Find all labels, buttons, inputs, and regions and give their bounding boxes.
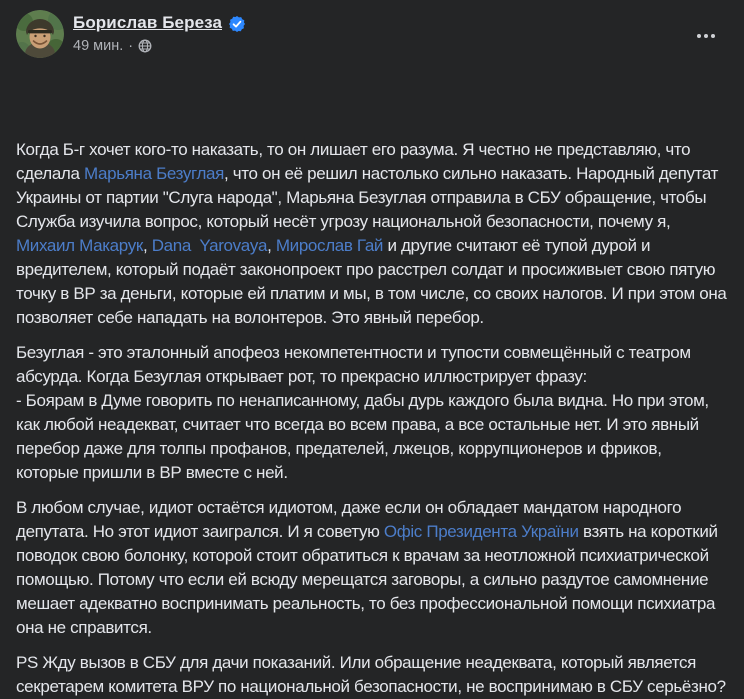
- post-menu-button[interactable]: [690, 24, 722, 48]
- post-paragraph: [16, 138, 731, 330]
- post-text: PS Жду вызов в СБУ для дачи показаний. Или обращение неадеквата, который является секретарем комитета ВРУ по национальной безопасности, не воспринимаю в СБУ серьёзно?: [16, 653, 726, 696]
- verified-badge-icon: [229, 16, 245, 32]
- entity-link[interactable]: Офіс Президента України: [383, 522, 579, 541]
- post-text: Когда Б-г хочет кого-то наказать, то он лишает его разума. Я честно не представляю, что сделала: [16, 140, 695, 183]
- globe-icon: [138, 39, 152, 53]
- post-paragraph: [16, 496, 728, 640]
- post-paragraph: [16, 651, 728, 699]
- post-text: ,: [267, 236, 276, 255]
- entity-link[interactable]: Мирослав Гай: [275, 236, 384, 255]
- entity-link[interactable]: Марьяна Безуглая: [83, 164, 225, 183]
- post-text: В любом случае, идиот остаётся идиотом, даже если он обладает мандатом народного депутата. Но этот идиот заигрался. И я советую: [16, 498, 686, 541]
- post-meta: [73, 38, 245, 54]
- author-name[interactable]: Борислав Береза: [73, 13, 223, 32]
- avatar[interactable]: [16, 10, 64, 58]
- post-paragraph: [16, 341, 728, 485]
- post-text: взять на короткий поводок свою болонку, которой стоит обратиться к врачам за неотложной психиатрической помощью. Потому что если ей всюду мерещатся заговоры, а сильно раздутое самомнение мешает адекватно воспринимать реальность, то без профессиональной помощи психиатра она не справится.: [16, 522, 723, 637]
- timestamp[interactable]: 49 мин.: [73, 38, 124, 54]
- entity-link[interactable]: Dana Yarovaya: [151, 236, 268, 255]
- post-header: [16, 10, 728, 58]
- post-text: ,: [142, 236, 152, 255]
- post-content: [16, 66, 731, 699]
- post-text: - Боярам в Думе говорить по ненаписанному, дабы дурь каждого была видна. Но при этом, как любой неадекват, считает что всегда во всем права, а все остальные нет. И это явный перебор даже для толпы профанов, предателей, лжецов, коррупционеров и фриков, которые пришли в ВР вместе с ней.: [16, 391, 714, 482]
- post-text: , что он её решил настолько сильно наказать. Народный депутат Украины от партии "Слуга народа", Марьяна Безуглая отправила в СБУ обращение, чтобы Служба изучила вопрос, который несёт угрозу национальной безопасности, почему я,: [16, 164, 723, 231]
- post-header-info: [73, 10, 245, 54]
- post-text: Безуглая - это эталонный апофеоз некомпетентности и тупости совмещённый с театром абсурда. Когда Безуглая открывает рот, то прекрасно иллюстрирует фразу:: [16, 343, 696, 386]
- avatar-image: [16, 10, 64, 58]
- ellipsis-icon: [697, 34, 715, 38]
- meta-separator: ·: [128, 38, 134, 54]
- entity-link[interactable]: Михаил Макарук: [16, 236, 143, 255]
- post-text: и другие считают её тупой дурой и вредителем, который подаёт законопроект про расстрел солдат и просиживыет свою пятую точку в ВР за деньги, которые ей платим и мы, в том числе, со своих налогов. И при этом она позволяет себе нападать на волонтеров. Это явный перебор.: [16, 236, 731, 327]
